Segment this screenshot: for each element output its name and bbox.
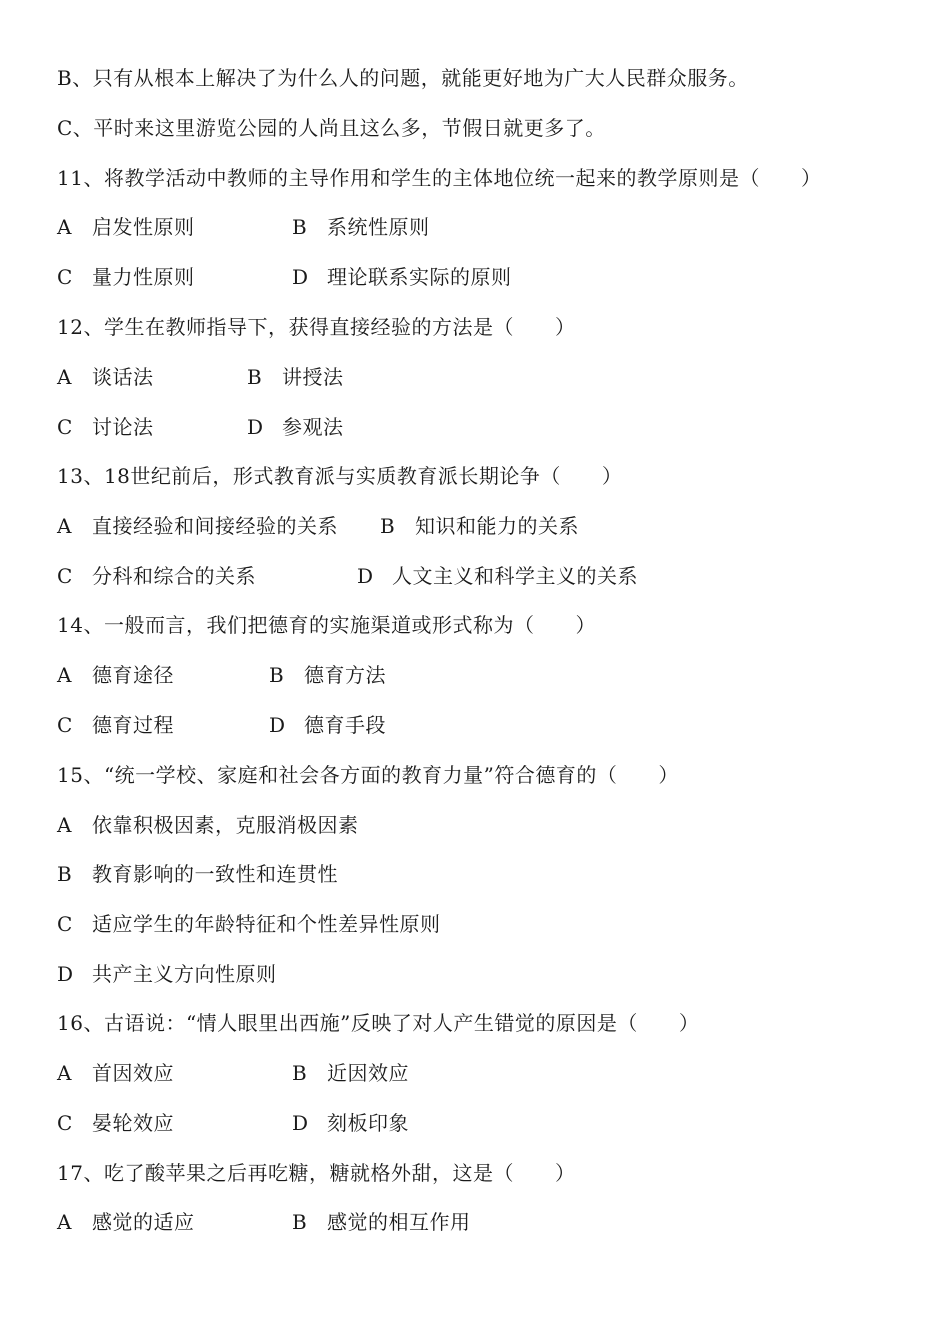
option-a — [57, 660, 174, 690]
option-text: 量力性原则 — [92, 265, 195, 289]
option-c — [57, 710, 174, 740]
option-text: 德育手段 — [304, 713, 386, 737]
option-d — [269, 710, 386, 740]
question-text: 15、“统一学校、家庭和社会各方面的教育力量”符合德育的（ ） — [57, 763, 679, 787]
option-text: 参观法 — [282, 415, 344, 439]
option-b — [380, 511, 579, 541]
option-a — [57, 1207, 195, 1237]
option-letter: A — [57, 215, 72, 239]
option-letter: A — [57, 514, 72, 538]
option-text: 德育过程 — [92, 713, 174, 737]
option-c — [57, 412, 154, 442]
option-a — [57, 362, 154, 392]
option-text: 近因效应 — [327, 1061, 409, 1085]
option-text: 晏轮效应 — [92, 1111, 174, 1135]
option-b — [292, 212, 430, 242]
question-12 — [57, 312, 575, 342]
option-b — [269, 660, 386, 690]
option-text: 谈话法 — [92, 365, 154, 389]
option-letter: C — [57, 912, 73, 936]
option-letter: C — [57, 1111, 73, 1135]
option-text: 共产主义方向性原则 — [92, 962, 277, 986]
option-text: C、平时来这里游览公园的人尚且这么多，节假日就更多了。 — [57, 116, 606, 140]
option-c — [57, 561, 256, 591]
option-text: 系统性原则 — [327, 215, 430, 239]
option-letter: C — [57, 265, 73, 289]
option-text: 启发性原则 — [92, 215, 195, 239]
option-c — [57, 262, 195, 292]
option-letter: C — [57, 415, 73, 439]
option-letter: B — [57, 862, 73, 886]
option-d — [57, 959, 277, 989]
question-text: 12、学生在教师指导下，获得直接经验的方法是（ ） — [57, 315, 576, 339]
option-letter: D — [57, 962, 74, 986]
option-text: 依靠积极因素，克服消极因素 — [92, 813, 359, 837]
option-letter: D — [292, 265, 309, 289]
option-line — [57, 63, 749, 93]
option-text: 人文主义和科学主义的关系 — [392, 564, 638, 588]
option-letter: D — [269, 713, 286, 737]
question-15 — [57, 760, 679, 790]
option-letter: D — [357, 564, 374, 588]
option-text: 理论联系实际的原则 — [327, 265, 512, 289]
option-text: 首因效应 — [92, 1061, 174, 1085]
question-14 — [57, 610, 596, 640]
option-line — [57, 113, 606, 143]
question-text: 13、18世纪前后，形式教育派与实质教育派长期论争（ ） — [57, 464, 623, 488]
option-letter: A — [57, 813, 72, 837]
option-letter: B — [247, 365, 263, 389]
option-b — [292, 1207, 471, 1237]
option-c — [57, 1108, 174, 1138]
option-a — [57, 511, 338, 541]
question-text: 14、一般而言，我们把德育的实施渠道或形式称为（ ） — [57, 613, 596, 637]
option-text: 感觉的适应 — [92, 1210, 195, 1234]
question-13 — [57, 461, 622, 491]
option-d — [357, 561, 638, 591]
option-b — [57, 859, 338, 889]
option-text: 适应学生的年龄特征和个性差异性原则 — [92, 912, 441, 936]
option-letter: A — [57, 663, 72, 687]
option-text: B、只有从根本上解决了为什么人的问题，就能更好地为广大人民群众服务。 — [57, 66, 749, 90]
option-a — [57, 212, 195, 242]
option-letter: C — [57, 713, 73, 737]
option-text: 讨论法 — [92, 415, 154, 439]
option-text: 分科和综合的关系 — [92, 564, 256, 588]
option-text: 直接经验和间接经验的关系 — [92, 514, 338, 538]
option-b — [247, 362, 344, 392]
option-text: 讲授法 — [282, 365, 344, 389]
question-text: 16、古语说：“情人眼里出西施”反映了对人产生错觉的原因是（ ） — [57, 1011, 700, 1035]
option-letter: D — [292, 1111, 309, 1135]
option-a — [57, 1058, 174, 1088]
option-d — [247, 412, 344, 442]
question-17 — [57, 1158, 575, 1188]
option-letter: B — [292, 1061, 308, 1085]
question-16 — [57, 1008, 699, 1038]
question-text: 17、吃了酸苹果之后再吃糖，糖就格外甜，这是（ ） — [57, 1161, 576, 1185]
option-letter: A — [57, 1210, 72, 1234]
option-d — [292, 262, 512, 292]
option-letter: D — [247, 415, 264, 439]
option-letter: B — [292, 1210, 308, 1234]
option-letter: B — [380, 514, 396, 538]
question-text: 11、将教学活动中教师的主导作用和学生的主体地位统一起来的教学原则是（ ） — [57, 166, 822, 190]
option-text: 德育方法 — [304, 663, 386, 687]
option-letter: B — [269, 663, 285, 687]
option-text: 知识和能力的关系 — [415, 514, 579, 538]
option-text: 刻板印象 — [327, 1111, 409, 1135]
option-text: 教育影响的一致性和连贯性 — [92, 862, 338, 886]
option-letter: A — [57, 1061, 72, 1085]
option-text: 感觉的相互作用 — [327, 1210, 471, 1234]
question-11 — [57, 163, 821, 193]
option-letter: C — [57, 564, 73, 588]
option-letter: A — [57, 365, 72, 389]
option-b — [292, 1058, 409, 1088]
option-letter: B — [292, 215, 308, 239]
option-d — [292, 1108, 409, 1138]
option-text: 德育途径 — [92, 663, 174, 687]
option-a — [57, 810, 359, 840]
option-c — [57, 909, 441, 939]
